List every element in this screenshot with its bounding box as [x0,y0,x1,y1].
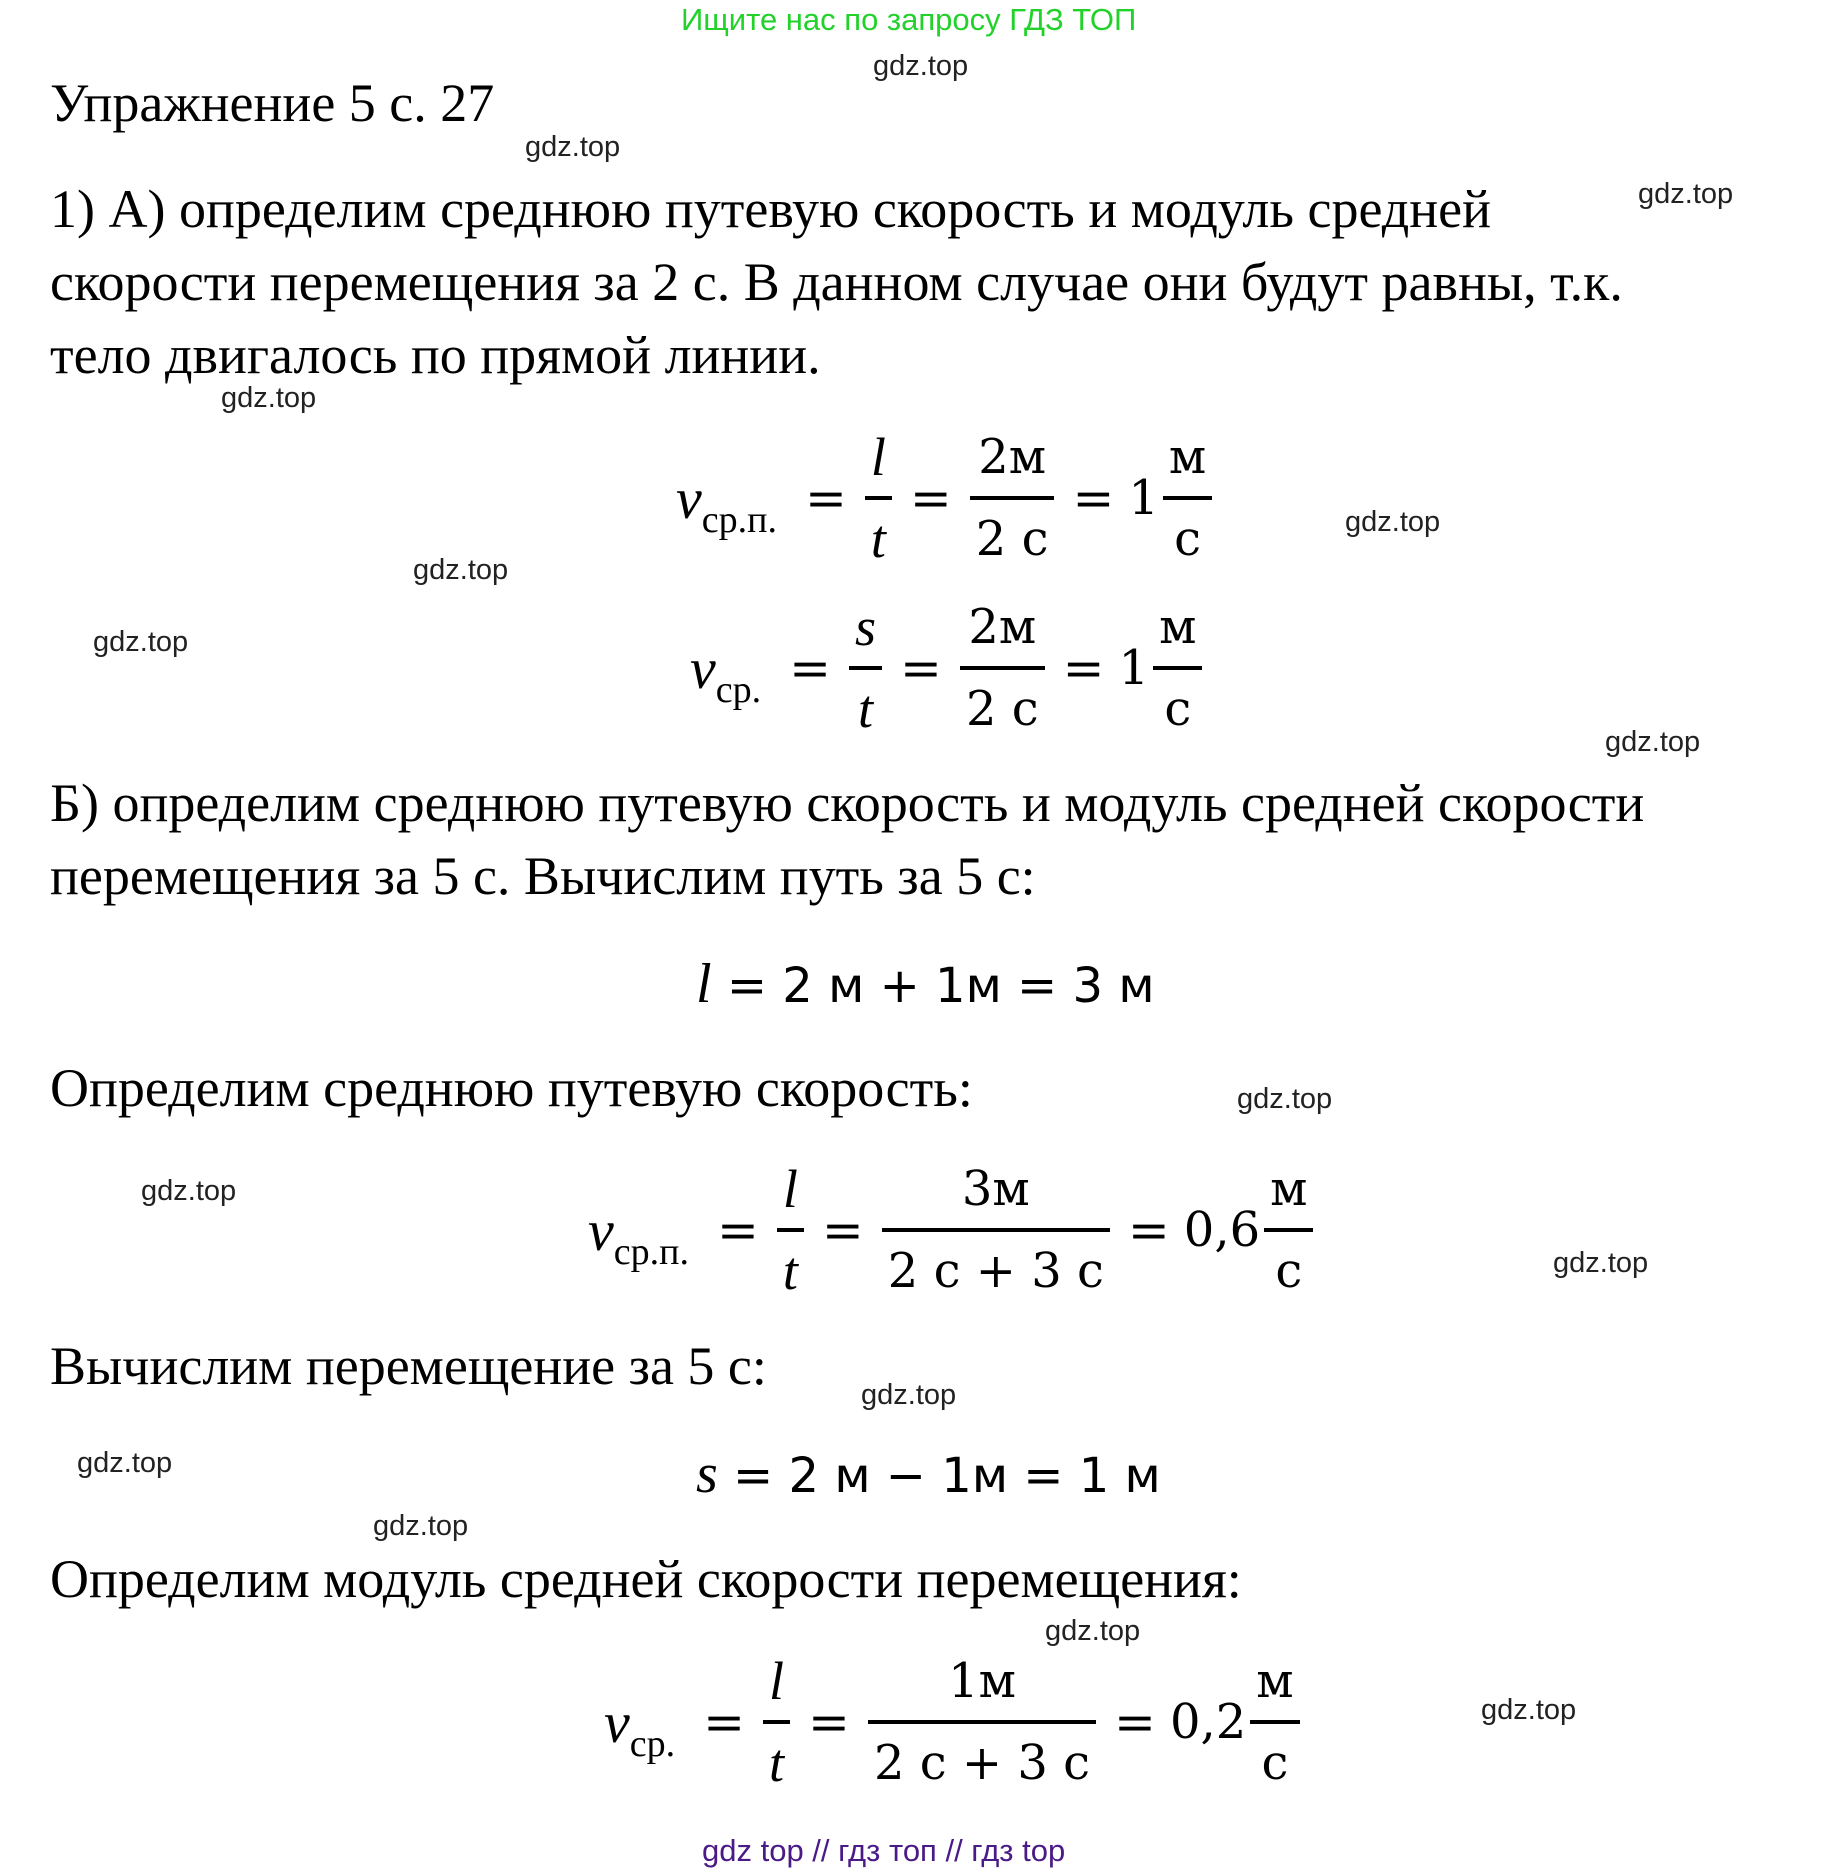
unit-fraction: $\frac{м}{с}$ [1264,1150,1313,1310]
page-title: Упражнение 5 с. 27 [50,73,495,133]
watermark: gdz.top [1638,178,1734,210]
watermark: gdz.top [1345,506,1441,538]
watermark: gdz.top [1605,726,1701,758]
fraction: $\frac{3м}{2 с + 3 с}$ [882,1150,1110,1310]
watermark: gdz.top [1045,1615,1141,1647]
watermark: gdz.top [141,1175,237,1207]
watermark: gdz.top [77,1447,173,1479]
part-a-text [50,173,1623,392]
equation-avg-displacement-speed-a: v ср. = $\frac{s}{t}$ = $\frac{2м}{2 с}$ = 1 $\frac{м}{с}$ [690,588,1206,748]
watermark: gdz.top [373,1510,469,1542]
equation-displacement: s = 2 м − 1м = 1 м [696,1443,1161,1505]
fraction: $\frac{l}{t}$ [777,1150,804,1310]
watermark: gdz.top [873,50,969,82]
unit-fraction: $\frac{м}{с}$ [1250,1642,1299,1802]
watermark: gdz.top [93,626,189,658]
part-b-text [50,767,1644,913]
watermark: gdz.top [1553,1247,1649,1279]
fraction: $\frac{2м}{2 с}$ [960,588,1045,748]
watermark: gdz.top [221,382,317,414]
fraction: $\frac{2м}{2 с}$ [970,418,1055,578]
watermark: gdz.top [413,554,509,586]
avg-path-speed-label: Определим среднюю путевую скорость: [50,1058,973,1118]
fraction: $\frac{s}{t}$ [849,588,882,748]
equation-avg-path-speed-a: v ср.п. = $\frac{l}{t}$ = $\frac{2м}{2 с}$ = 1 $\frac{м}{с}$ [676,418,1216,578]
displacement-label: Вычислим перемещение за 5 с: [50,1336,767,1396]
equation-avg-displacement-speed-b: v ср. = $\frac{l}{t}$ = $\frac{1м}{2 с + 3 с}$ = 0,2 $\frac{м}{с}$ [604,1642,1304,1802]
watermark: gdz.top [861,1379,957,1411]
fraction: $\frac{l}{t}$ [865,418,892,578]
footer-links: gdz top // гдз топ // гдз top [702,1833,1066,1868]
unit-fraction: $\frac{м}{с}$ [1163,418,1212,578]
text-line: Б) определим среднюю путевую скорость и модуль средней скорости [50,773,1645,833]
avg-displacement-speed-label: Определим модуль средней скорости перемещения: [50,1549,1242,1609]
text-line: тело двигалось по прямой линии. [50,325,821,385]
watermark: gdz.top [1481,1694,1577,1726]
equation-path: l = 2 м + 1м = 3 м [696,953,1155,1015]
text-line: 1) А) определим среднюю путевую скорость и модуль средней [50,179,1491,239]
search-banner: Ищите нас по запросу ГДЗ ТОП [681,2,1137,37]
fraction: $\frac{l}{t}$ [763,1642,790,1802]
watermark: gdz.top [525,131,621,163]
watermark: gdz.top [1237,1083,1333,1115]
text-line: скорости перемещения за 2 с. В данном случае они будут равны, т.к. [50,252,1623,312]
text-line: перемещения за 5 с. Вычислим путь за 5 с: [50,846,1036,906]
equation-avg-path-speed-b: v ср.п. = $\frac{l}{t}$ = $\frac{3м}{2 с + 3 с}$ = 0,6 $\frac{м}{с}$ [588,1150,1317,1310]
unit-fraction: $\frac{м}{с}$ [1153,588,1202,748]
fraction: $\frac{1м}{2 с + 3 с}$ [868,1642,1096,1802]
